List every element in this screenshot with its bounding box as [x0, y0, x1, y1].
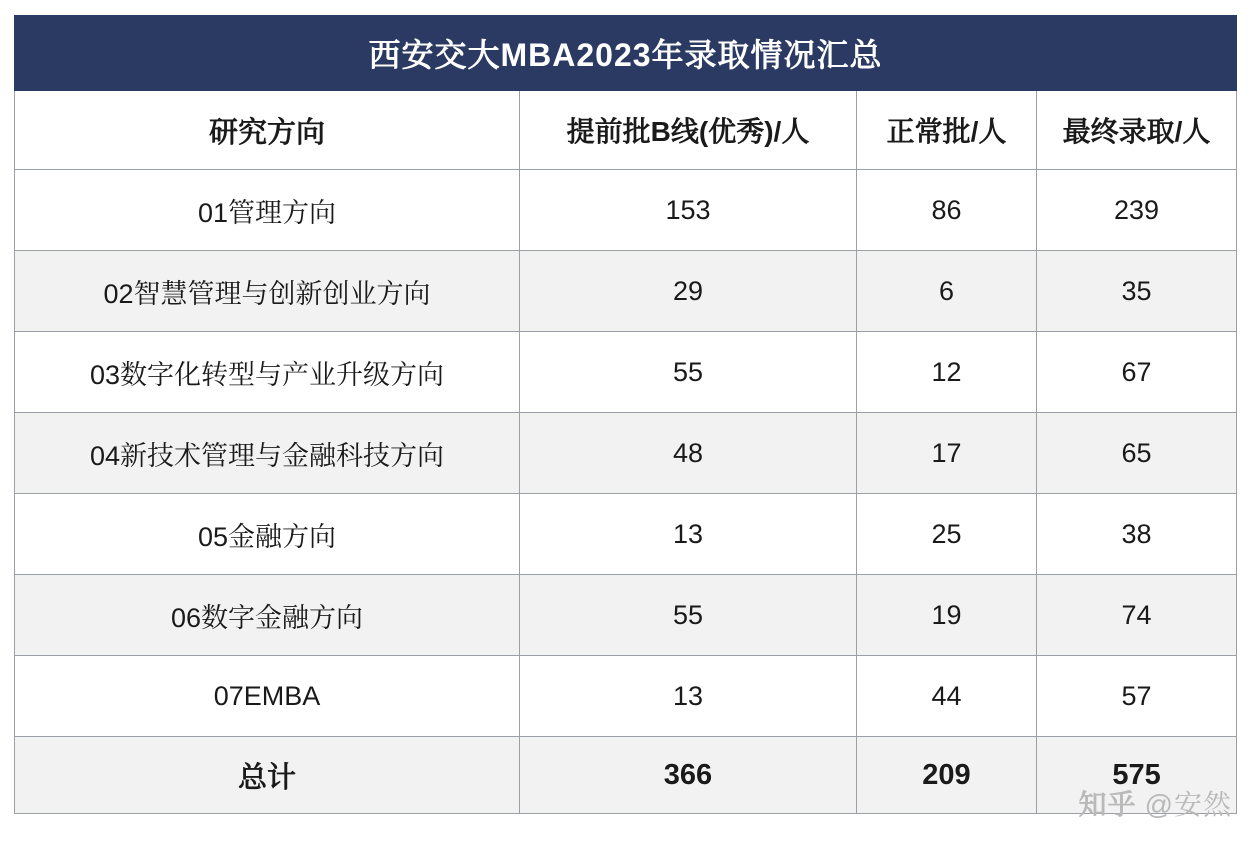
column-header-normal-batch: 正常批/人 [857, 91, 1037, 170]
cell-normal-batch: 19 [857, 575, 1037, 656]
cell-normal-batch: 6 [857, 251, 1037, 332]
cell-final: 35 [1037, 251, 1237, 332]
cell-direction: 01管理方向 [15, 170, 520, 251]
admission-summary-table [14, 15, 1237, 814]
column-header-direction: 研究方向 [15, 91, 520, 170]
watermark-logo: 知乎 [1078, 789, 1137, 820]
cell-normal-batch: 12 [857, 332, 1037, 413]
cell-direction: 05金融方向 [15, 494, 520, 575]
table-row [15, 251, 1237, 332]
title-row [15, 16, 1237, 91]
table-sheet [0, 15, 1250, 859]
cell-direction: 06数字金融方向 [15, 575, 520, 656]
cell-pre-batch-b: 153 [520, 170, 857, 251]
watermark-author: @安然 [1144, 789, 1232, 820]
cell-final: 74 [1037, 575, 1237, 656]
cell-direction: 07EMBA [15, 656, 520, 737]
column-header-final: 最终录取/人 [1037, 91, 1237, 170]
cell-pre-batch-b: 29 [520, 251, 857, 332]
cell-pre-batch-b: 13 [520, 494, 857, 575]
cell-final: 57 [1037, 656, 1237, 737]
cell-direction: 03数字化转型与产业升级方向 [15, 332, 520, 413]
table-title: 西安交大MBA2023年录取情况汇总 [15, 16, 1237, 91]
cell-total-final: 575 [1037, 737, 1237, 814]
cell-pre-batch-b: 48 [520, 413, 857, 494]
cell-pre-batch-b: 13 [520, 656, 857, 737]
cell-normal-batch: 17 [857, 413, 1037, 494]
total-row [15, 737, 1237, 814]
table-row [15, 575, 1237, 656]
cell-final: 67 [1037, 332, 1237, 413]
cell-final: 239 [1037, 170, 1237, 251]
cell-direction: 02智慧管理与创新创业方向 [15, 251, 520, 332]
cell-direction: 04新技术管理与金融科技方向 [15, 413, 520, 494]
table-row [15, 656, 1237, 737]
cell-normal-batch: 44 [857, 656, 1037, 737]
header-row [15, 91, 1237, 170]
table-row [15, 494, 1237, 575]
cell-normal-batch: 86 [857, 170, 1037, 251]
table-row [15, 170, 1237, 251]
cell-pre-batch-b: 55 [520, 575, 857, 656]
cell-total-normal-batch: 209 [857, 737, 1037, 814]
table-row [15, 332, 1237, 413]
cell-final: 38 [1037, 494, 1237, 575]
column-header-pre-batch-b: 提前批B线(优秀)/人 [520, 91, 857, 170]
cell-final: 65 [1037, 413, 1237, 494]
cell-normal-batch: 25 [857, 494, 1037, 575]
cell-total-label: 总计 [15, 737, 520, 814]
table-row [15, 413, 1237, 494]
cell-pre-batch-b: 55 [520, 332, 857, 413]
cell-total-pre-batch-b: 366 [520, 737, 857, 814]
